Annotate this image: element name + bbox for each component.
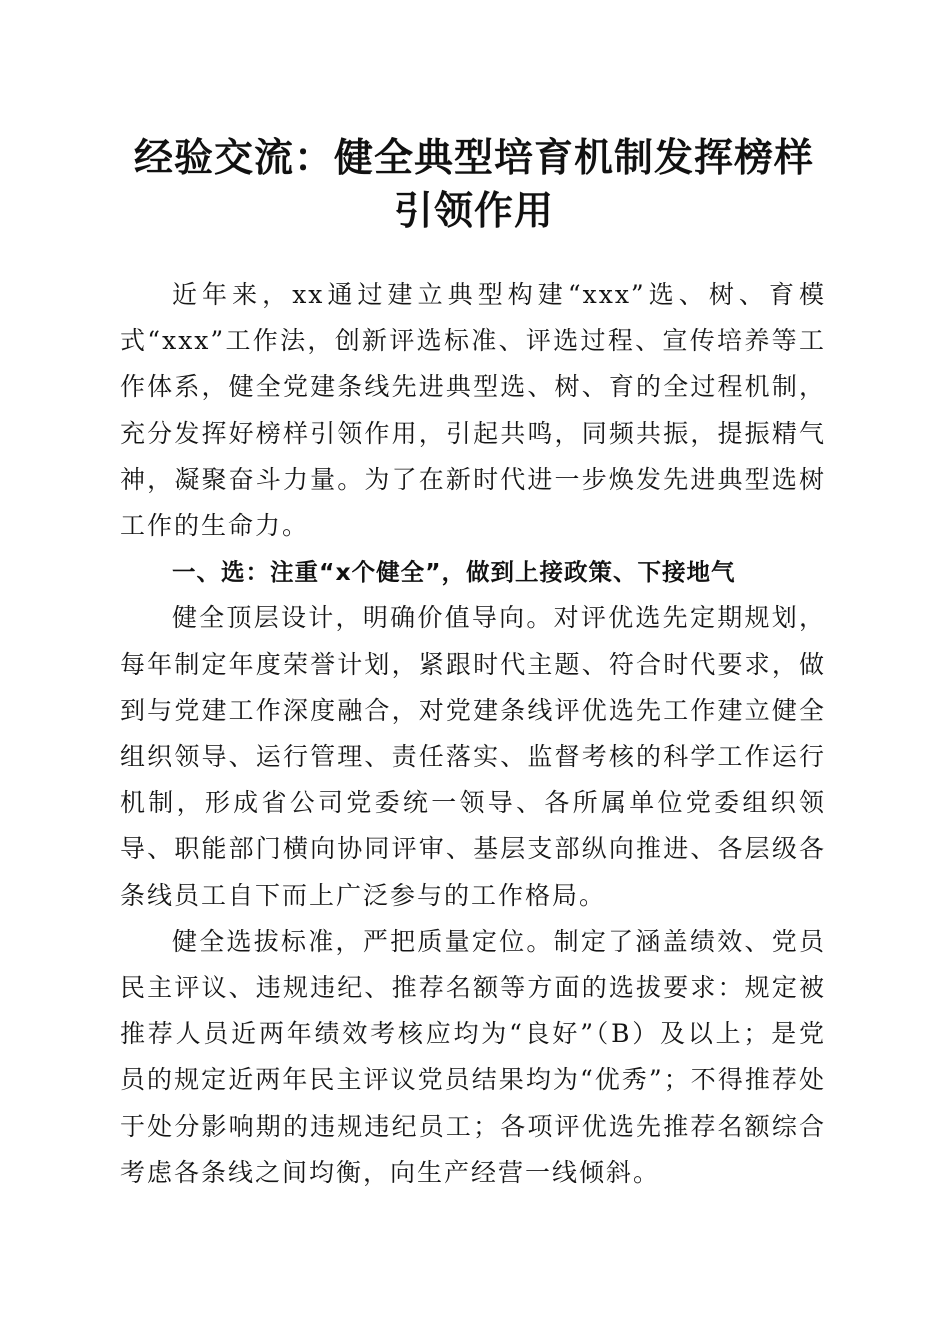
- intro-paragraph: 近年来，xx通过建立典型构建“xxx”选、树、育模式“xxx”工作法，创新评选标准、评选过程、宣传培养等工作体系，健全党建条线先进典型选、树、育的全过程机制，充分发挥好榜样引领作用，引起共鸣，同频共振，提振精气神，凝聚奋斗力量。为了在新时代进一步焕发先进典型选树工作的生命力。: [120, 280, 826, 541]
- section-1: [120, 549, 826, 1196]
- section-heading: 一、选：注重“x个健全”，做到上接政策、下接地气: [172, 558, 736, 587]
- document-body: [120, 272, 826, 1196]
- document-title: 经验交流：健全典型培育机制发挥榜样引领作用: [133, 135, 814, 234]
- section-paragraph-2: 健全选拔标准，严把质量定位。制定了涵盖绩效、党员民主评议、违规违纪、推荐名额等方面的选拔要求：规定被推荐人员近两年绩效考核应均为“良好”（B）及以上；是党员的规定近两年民主评议党员结果均为“优秀”；不得推荐处于处分影响期的违规违纪员工；各项评优选先推荐名额综合考虑各条线之间均衡，向生产经营一线倾斜。: [120, 926, 826, 1187]
- section-paragraph-1: 健全顶层设计，明确价值导向。对评优选先定期规划，每年制定年度荣誉计划，紧跟时代主题、符合时代要求，做到与党建工作深度融合，对党建条线评优选先工作建立健全组织领导、运行管理、责任落实、监督考核的科学工作运行机制，形成省公司党委统一领导、各所属单位党委组织领导、职能部门横向协同评审、基层支部纵向推进、各层级各条线员工自下而上广泛参与的工作格局。: [120, 603, 826, 910]
